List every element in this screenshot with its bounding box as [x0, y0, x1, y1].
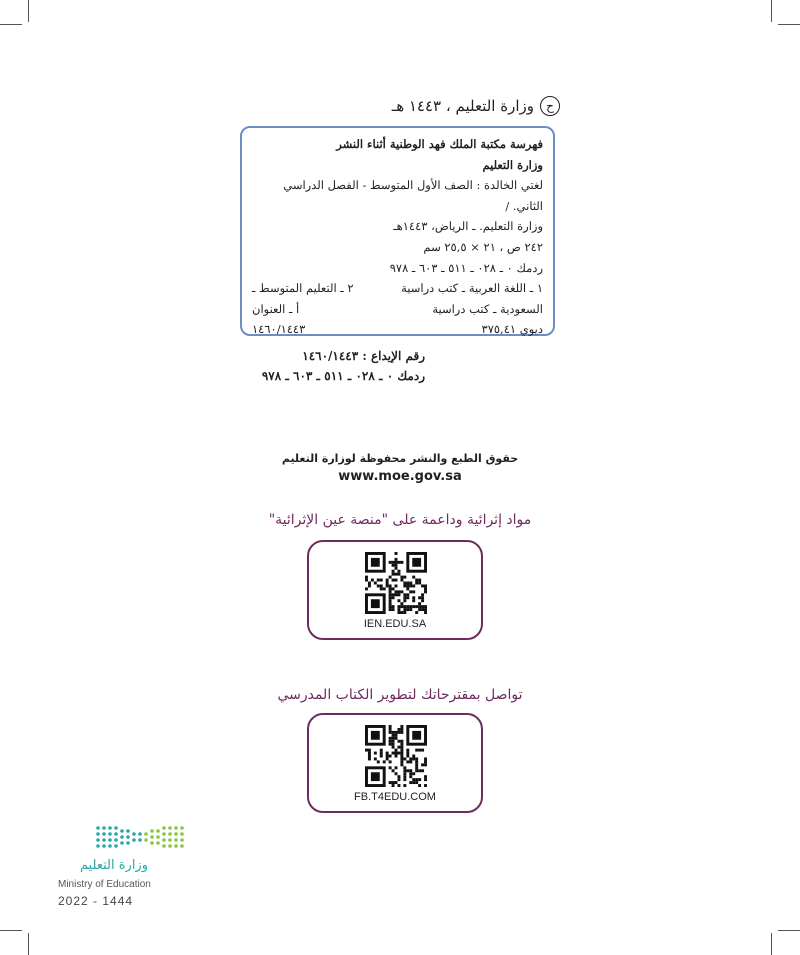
ien-heading: مواد إثرائية وداعمة على "منصة عين الإثرائية": [268, 512, 532, 528]
qr-code-icon: [365, 552, 427, 614]
catalog-title-entry: أ ـ العنوان: [252, 301, 300, 316]
logo-arabic: وزارة التعليم: [79, 858, 148, 873]
catalog-deposit-code: ١٤٦٠/١٤٤٣: [252, 322, 306, 337]
ien-url: IEN.EDU.SA: [363, 618, 427, 630]
ien-qr-card[interactable]: [307, 540, 483, 640]
feedback-url: FB.T4EDU.COM: [354, 791, 436, 803]
ministry-logo: [58, 824, 198, 914]
catalog-line: ردمك ٠ ـ ٠٢٨ ـ ٥١١ ـ ٦٠٣ ـ ٩٧٨: [389, 260, 543, 275]
copyright-line: [230, 96, 560, 116]
catalog-author: وزارة التعليم: [482, 157, 543, 172]
copyright-icon: ح: [540, 96, 560, 116]
rights-notice: حقوق الطبع والنشر محفوظة لوزارة التعليم: [281, 452, 519, 465]
catalog-row: [252, 319, 543, 340]
catalog-line: ٢٤٢ ص ، ٢١ × ٢٥,٥ سم: [423, 239, 543, 254]
feedback-heading: تواصل بمقترحاتك لتطوير الكتاب المدرسي: [277, 687, 523, 703]
feedback-qr-card[interactable]: [307, 713, 483, 813]
deposit-number: رقم الإيداع : ١٤٦٠/١٤٤٣: [302, 349, 425, 363]
ministry-logo-icon: [58, 824, 193, 856]
isbn: ردمك ٠ ـ ٠٢٨ ـ ٥١١ ـ ٦٠٣ ـ ٩٧٨: [261, 369, 425, 383]
logo-english: Ministry of Education: [58, 879, 151, 890]
catalog-title: فهرسة مكتبة الملك فهد الوطنية أثناء النشر: [336, 137, 543, 151]
copyright-text: وزارة التعليم ، ١٤٤٣ هـ: [391, 97, 534, 115]
crop-mark: [778, 24, 800, 25]
crop-mark: [0, 24, 22, 25]
qr-code-icon: [365, 725, 427, 787]
crop-mark: [28, 933, 29, 955]
catalog-subject: السعودية ـ كتب دراسية: [432, 301, 543, 316]
catalog-subject: ١ ـ اللغة العربية ـ كتب دراسية: [401, 281, 543, 296]
catalog-line: وزارة التعليم. ـ الرياض، ١٤٤٣هـ: [393, 219, 543, 234]
catalog-subject: ٢ ـ التعليم المتوسط ـ: [252, 281, 354, 296]
crop-mark: [28, 0, 29, 22]
website-link[interactable]: www.moe.gov.sa: [338, 469, 462, 484]
cataloging-box: [240, 126, 555, 336]
catalog-line: لغتي الخالدة : الصف الأول المتوسط - الفصل الدراسي الثاني. /: [283, 178, 543, 213]
catalog-dewey: ديوي ٣٧٥,٤١: [481, 322, 543, 337]
catalog-row: [252, 278, 543, 299]
catalog-row: [252, 299, 543, 320]
deposit-info: [230, 346, 425, 386]
crop-mark: [771, 0, 772, 22]
crop-mark: [778, 930, 800, 931]
logo-year: 2022 - 1444: [58, 894, 134, 908]
crop-mark: [0, 930, 22, 931]
crop-mark: [771, 933, 772, 955]
